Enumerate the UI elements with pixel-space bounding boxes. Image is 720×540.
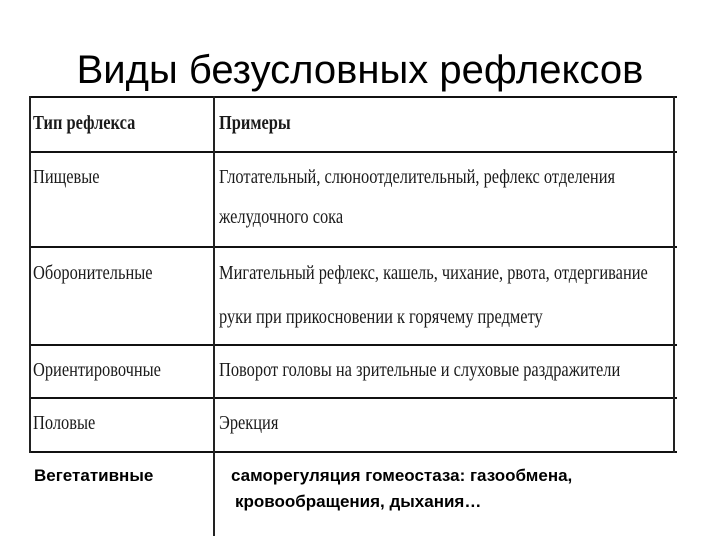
- row-defensive-example-line1: Мигательный рефлекс, кашель, чихание, рвота, отдергивание: [219, 262, 648, 284]
- row-food-example-line2: желудочного сока: [219, 206, 344, 228]
- table-divider: [29, 96, 31, 453]
- row-food-example-line1: Глотательный, слюноотделительный, рефлекс отделения: [219, 166, 616, 188]
- row-food-type: Пищевые: [33, 166, 100, 188]
- vegetative-example-line1: саморегуляция гомеостаза: газообмена,: [231, 466, 573, 485]
- page-title: Виды безусловных рефлексов: [76, 48, 644, 92]
- header-type: Тип рефлекса: [33, 112, 136, 134]
- table-rule: [29, 246, 677, 248]
- reflex-table: [29, 96, 677, 453]
- row-defensive-type: Оборонительные: [33, 262, 153, 284]
- table-rule: [29, 151, 677, 153]
- row-sexual-example-line1: Эрекция: [219, 412, 279, 434]
- row-defensive-example-line2: руки при прикосновении к горячему предмету: [219, 306, 543, 328]
- table-rule: [29, 96, 677, 98]
- row-orienting-example-line1: Поворот головы на зрительные и слуховые раздражители: [219, 359, 621, 381]
- vegetative-example-line2: кровообращения, дыхания…: [235, 492, 482, 511]
- table-rule: [29, 451, 677, 453]
- table-rule: [29, 397, 677, 399]
- table-divider: [673, 96, 675, 453]
- header-examples: Примеры: [219, 112, 291, 134]
- row-sexual-type: Половые: [33, 412, 96, 434]
- table-divider: [213, 96, 215, 536]
- vegetative-type: Вегетативные: [34, 466, 154, 485]
- table-rule: [29, 344, 677, 346]
- row-orienting-type: Ориентировочные: [33, 359, 161, 381]
